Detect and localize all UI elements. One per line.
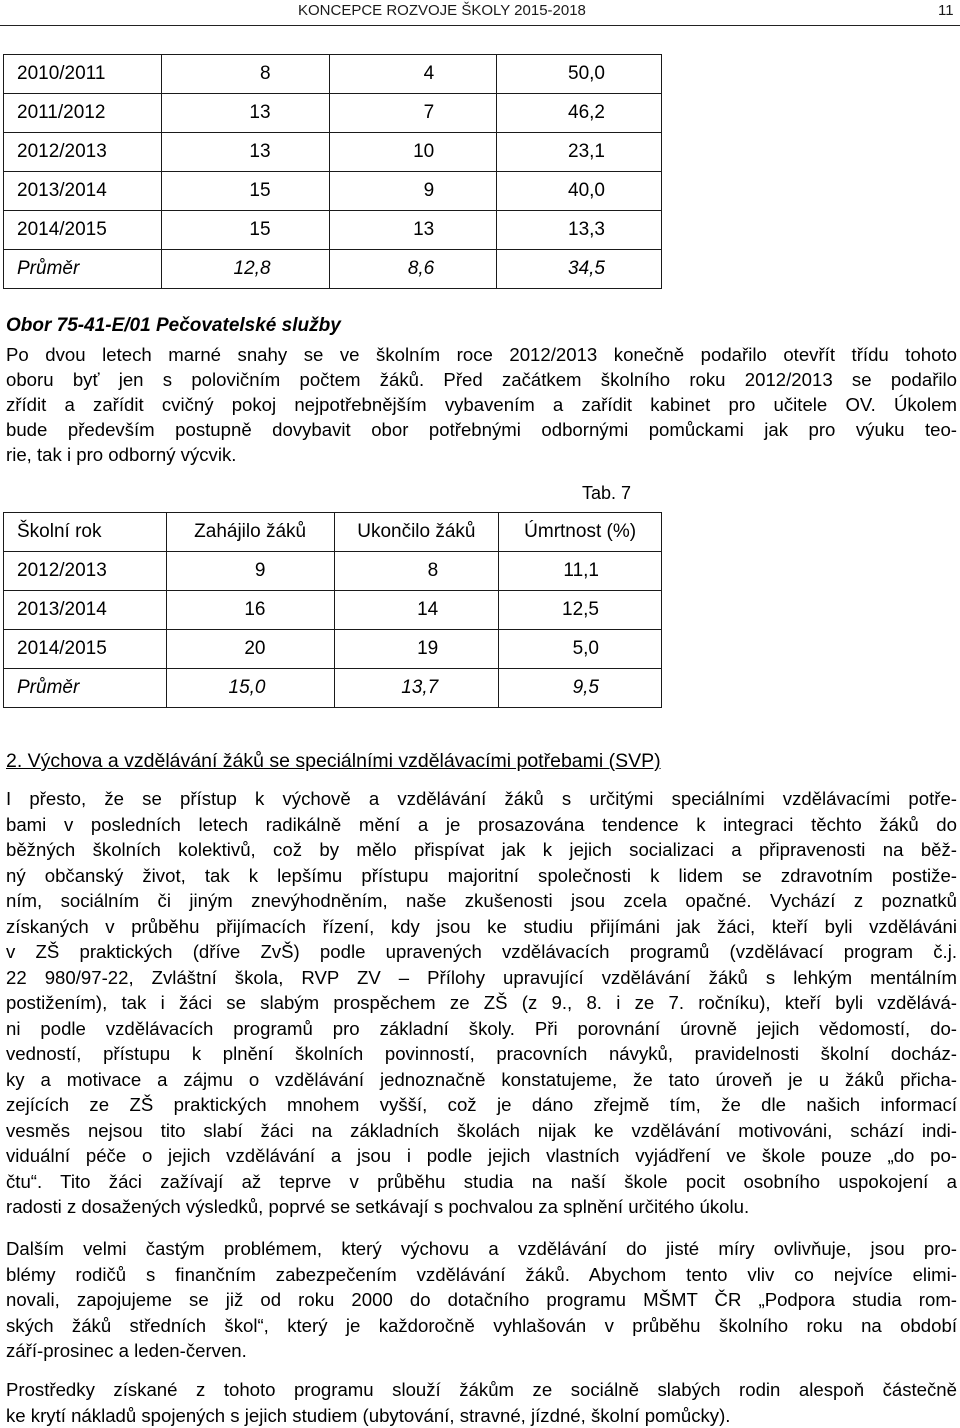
table-cell: 2014/2015 [4, 211, 162, 250]
text-line: ských žáků středních škol“, který je každoročně vyhlašován v průběhu školního roku na období [6, 1314, 957, 1336]
table-cell: 8,6 [329, 250, 497, 289]
table-cell: 10 [329, 133, 497, 172]
table-row [4, 172, 662, 211]
text-line: ný občanský život, tak k lepšímu přístupu majoritní společnosti k lidem se zdravotním postiže- [6, 864, 957, 886]
section-heading: Obor 75-41-E/01 Pečovatelské služby [6, 315, 341, 336]
table-cell: 2012/2013 [4, 133, 162, 172]
table-cell: 2012/2013 [4, 552, 167, 591]
text-line: radosti z dosažených výsledků, poprvé se setkávají s pochvalou za splnění určitého úkolu. [6, 1196, 750, 1217]
table-cell: 2010/2011 [4, 55, 162, 94]
column-header: Zahájilo žáků [166, 513, 334, 552]
table-cell: 9 [329, 172, 497, 211]
text-line: Prostředky získané z tohoto programu slouží žákům ze sociálně slabých rodin alespoň částečně [6, 1379, 957, 1400]
table-cell: 20 [166, 630, 334, 669]
text-line: čtu“. Tito žáci zažívají až teprve v průběhu studia na naší škole pocit osobního uspokojení a [6, 1170, 957, 1192]
table-cell: 12,5 [499, 591, 662, 630]
table-cell: 15 [161, 172, 329, 211]
section-paragraph [6, 342, 957, 467]
header-divider [0, 25, 960, 26]
table-cell: 2013/2014 [4, 591, 167, 630]
table-row [4, 133, 662, 172]
running-header-title: KONCEPCE ROZVOJE ŠKOLY 2015-2018 [298, 2, 586, 19]
table-cell: 13 [161, 94, 329, 133]
table-cell: 12,8 [161, 250, 329, 289]
table-cell: 11,1 [499, 552, 662, 591]
text-line: získaných v průběhu přijímacích řízení, kdy jsou ke studiu přijímáni jak žáci, kteří byli vzděláváni [6, 915, 957, 937]
table-row [4, 552, 662, 591]
table-cell: 15 [161, 211, 329, 250]
table-cell: 19 [334, 630, 499, 669]
chapter-heading: 2. Výchova a vzdělávání žáků se speciálními vzdělávacími potřebami (SVP) [6, 750, 661, 772]
text-line: bude především postupně dovybavit obor potřebnými odbornými pomůckami jak pro výuku teo- [6, 419, 957, 440]
text-line: zřídit a zařídit cvičný pokoj nejpotřebnějším vybavením a zařídit kabinet pro učitele OV. Úkolem [6, 394, 957, 415]
table-cell: 2011/2012 [4, 94, 162, 133]
text-line: ky a motivace a zájmu o vzdělávání jednoznačně konstatujeme, že tato úroveň je u žáků přicha- [6, 1068, 957, 1090]
text-line: běžných školních kolektivů, což by mělo přispívat jak k jejich socializaci a připravenosti na běž- [6, 839, 957, 860]
table-cell: 13,3 [497, 211, 662, 250]
table-cell: 4 [329, 55, 497, 94]
table-cell: 15,0 [166, 669, 334, 708]
graduation-table-continued [3, 54, 662, 289]
chapter-paragraph-2 [6, 1236, 957, 1364]
table-cell: 50,0 [497, 55, 662, 94]
table-cell: 13 [161, 133, 329, 172]
text-line: oboru byť jen s polovičním počtem žáků. Před začátkem školního roku 2012/2013 se podařilo [6, 369, 957, 390]
column-header: Úmrtnost (%) [499, 513, 662, 552]
column-header: Ukončilo žáků [334, 513, 499, 552]
text-line: ke krytí nákladů spojených s jejich studiem (ubytování, stravné, jízdné, školní pomůcky). [6, 1404, 731, 1426]
text-line: zejících ze ZŠ praktických mnohem vyšší, což je dáno zřejmě tím, že dle našich informací [6, 1094, 957, 1115]
text-line: v ZŠ praktických (dříve ZvŠ) podle upravených vzdělávacích programů (vzdělávací program č.j. [6, 941, 957, 962]
table-row [4, 94, 662, 133]
table-cell: 46,2 [497, 94, 662, 133]
text-line: ním, sociálním či jiným znevýhodněním, naše zkušenosti jsou zcela opačné. Vychází z poznatků [6, 890, 957, 911]
text-line: novali, zapojujeme se již od roku 2000 do dotačního programu MŠMT ČR „Podpora studia rom- [6, 1289, 957, 1310]
text-line: viduální péče o jejich vzdělávání a jsou i podle jejich vlastních vyjádření ve škole pouze „do po- [6, 1145, 957, 1166]
table-cell: 40,0 [497, 172, 662, 211]
table-row [4, 55, 662, 94]
table-average-row [4, 250, 662, 289]
text-line: bami v posledních letech radikálně mění a je prosazována tendence k integraci těchto žáků do [6, 813, 957, 835]
text-line: ni podle vzdělávacích programů pro základní školy. Při porovnání úrovně jejich vědomostí, do- [6, 1017, 957, 1039]
table-cell: 34,5 [497, 250, 662, 289]
table-average-row [4, 669, 662, 708]
table-row [4, 630, 662, 669]
table-cell: 13,7 [334, 669, 499, 708]
table-cell: Průměr [4, 669, 167, 708]
text-line: Dalším velmi častým problémem, který výchovu a vzdělávání do jisté míry ovlivňuje, jsou pro- [6, 1238, 957, 1259]
chapter-paragraph-3 [6, 1377, 957, 1428]
text-line: postižením), tak i žáci se slabým prospěchem ze ZŠ (z 9., 8. i ze 7. ročníku), kteří byli vzdělává- [6, 992, 957, 1013]
table-cell: 16 [166, 591, 334, 630]
text-line: blémy rodičů s finančním zabezpečením vzdělávání žáků. Abychom tento vliv co nejvíce elimi- [6, 1263, 957, 1285]
text-line: září-prosinec a leden-červen. [6, 1340, 247, 1361]
table-cell: 9,5 [499, 669, 662, 708]
table-cell: Průměr [4, 250, 162, 289]
table-cell: 13 [329, 211, 497, 250]
page-number: 11 [938, 2, 954, 19]
table-cell: 5,0 [499, 630, 662, 669]
table-cell: 9 [166, 552, 334, 591]
table-label: Tab. 7 [582, 483, 632, 503]
column-header: Školní rok [4, 513, 167, 552]
table-cell: 2014/2015 [4, 630, 167, 669]
table-header-row [4, 513, 662, 552]
table-cell: 8 [161, 55, 329, 94]
table-cell: 23,1 [497, 133, 662, 172]
table-cell: 8 [334, 552, 499, 591]
mortality-table [3, 512, 662, 708]
chapter-paragraph-1 [6, 786, 957, 1220]
table-cell: 2013/2014 [4, 172, 162, 211]
table-row [4, 211, 662, 250]
text-line: Po dvou letech marné snahy se ve školním roce 2012/2013 konečně podařilo otevřít třídu tohoto [6, 344, 957, 365]
text-line: rie, tak i pro odborný výcvik. [6, 444, 237, 465]
table-cell: 14 [334, 591, 499, 630]
text-line: vesměs nejsou tito slabí žáci na základních školách nijak ke vzdělávání motivováni, schází indi- [6, 1119, 957, 1141]
table-cell: 7 [329, 94, 497, 133]
table-row [4, 591, 662, 630]
text-line: I přesto, že se přístup k výchově a vzdělávání žáků s určitými speciálními vzdělávacími potře- [6, 788, 957, 809]
text-line: vedností, přístupu k plnění školních povinností, pracovních návyků, pravidelnosti školní docház- [6, 1043, 957, 1064]
text-line: 22 980/97-22, Zvláštní škola, RVP ZV – Přílohy upravující vzdělávání žáků s lehkým mentálním [6, 966, 957, 988]
